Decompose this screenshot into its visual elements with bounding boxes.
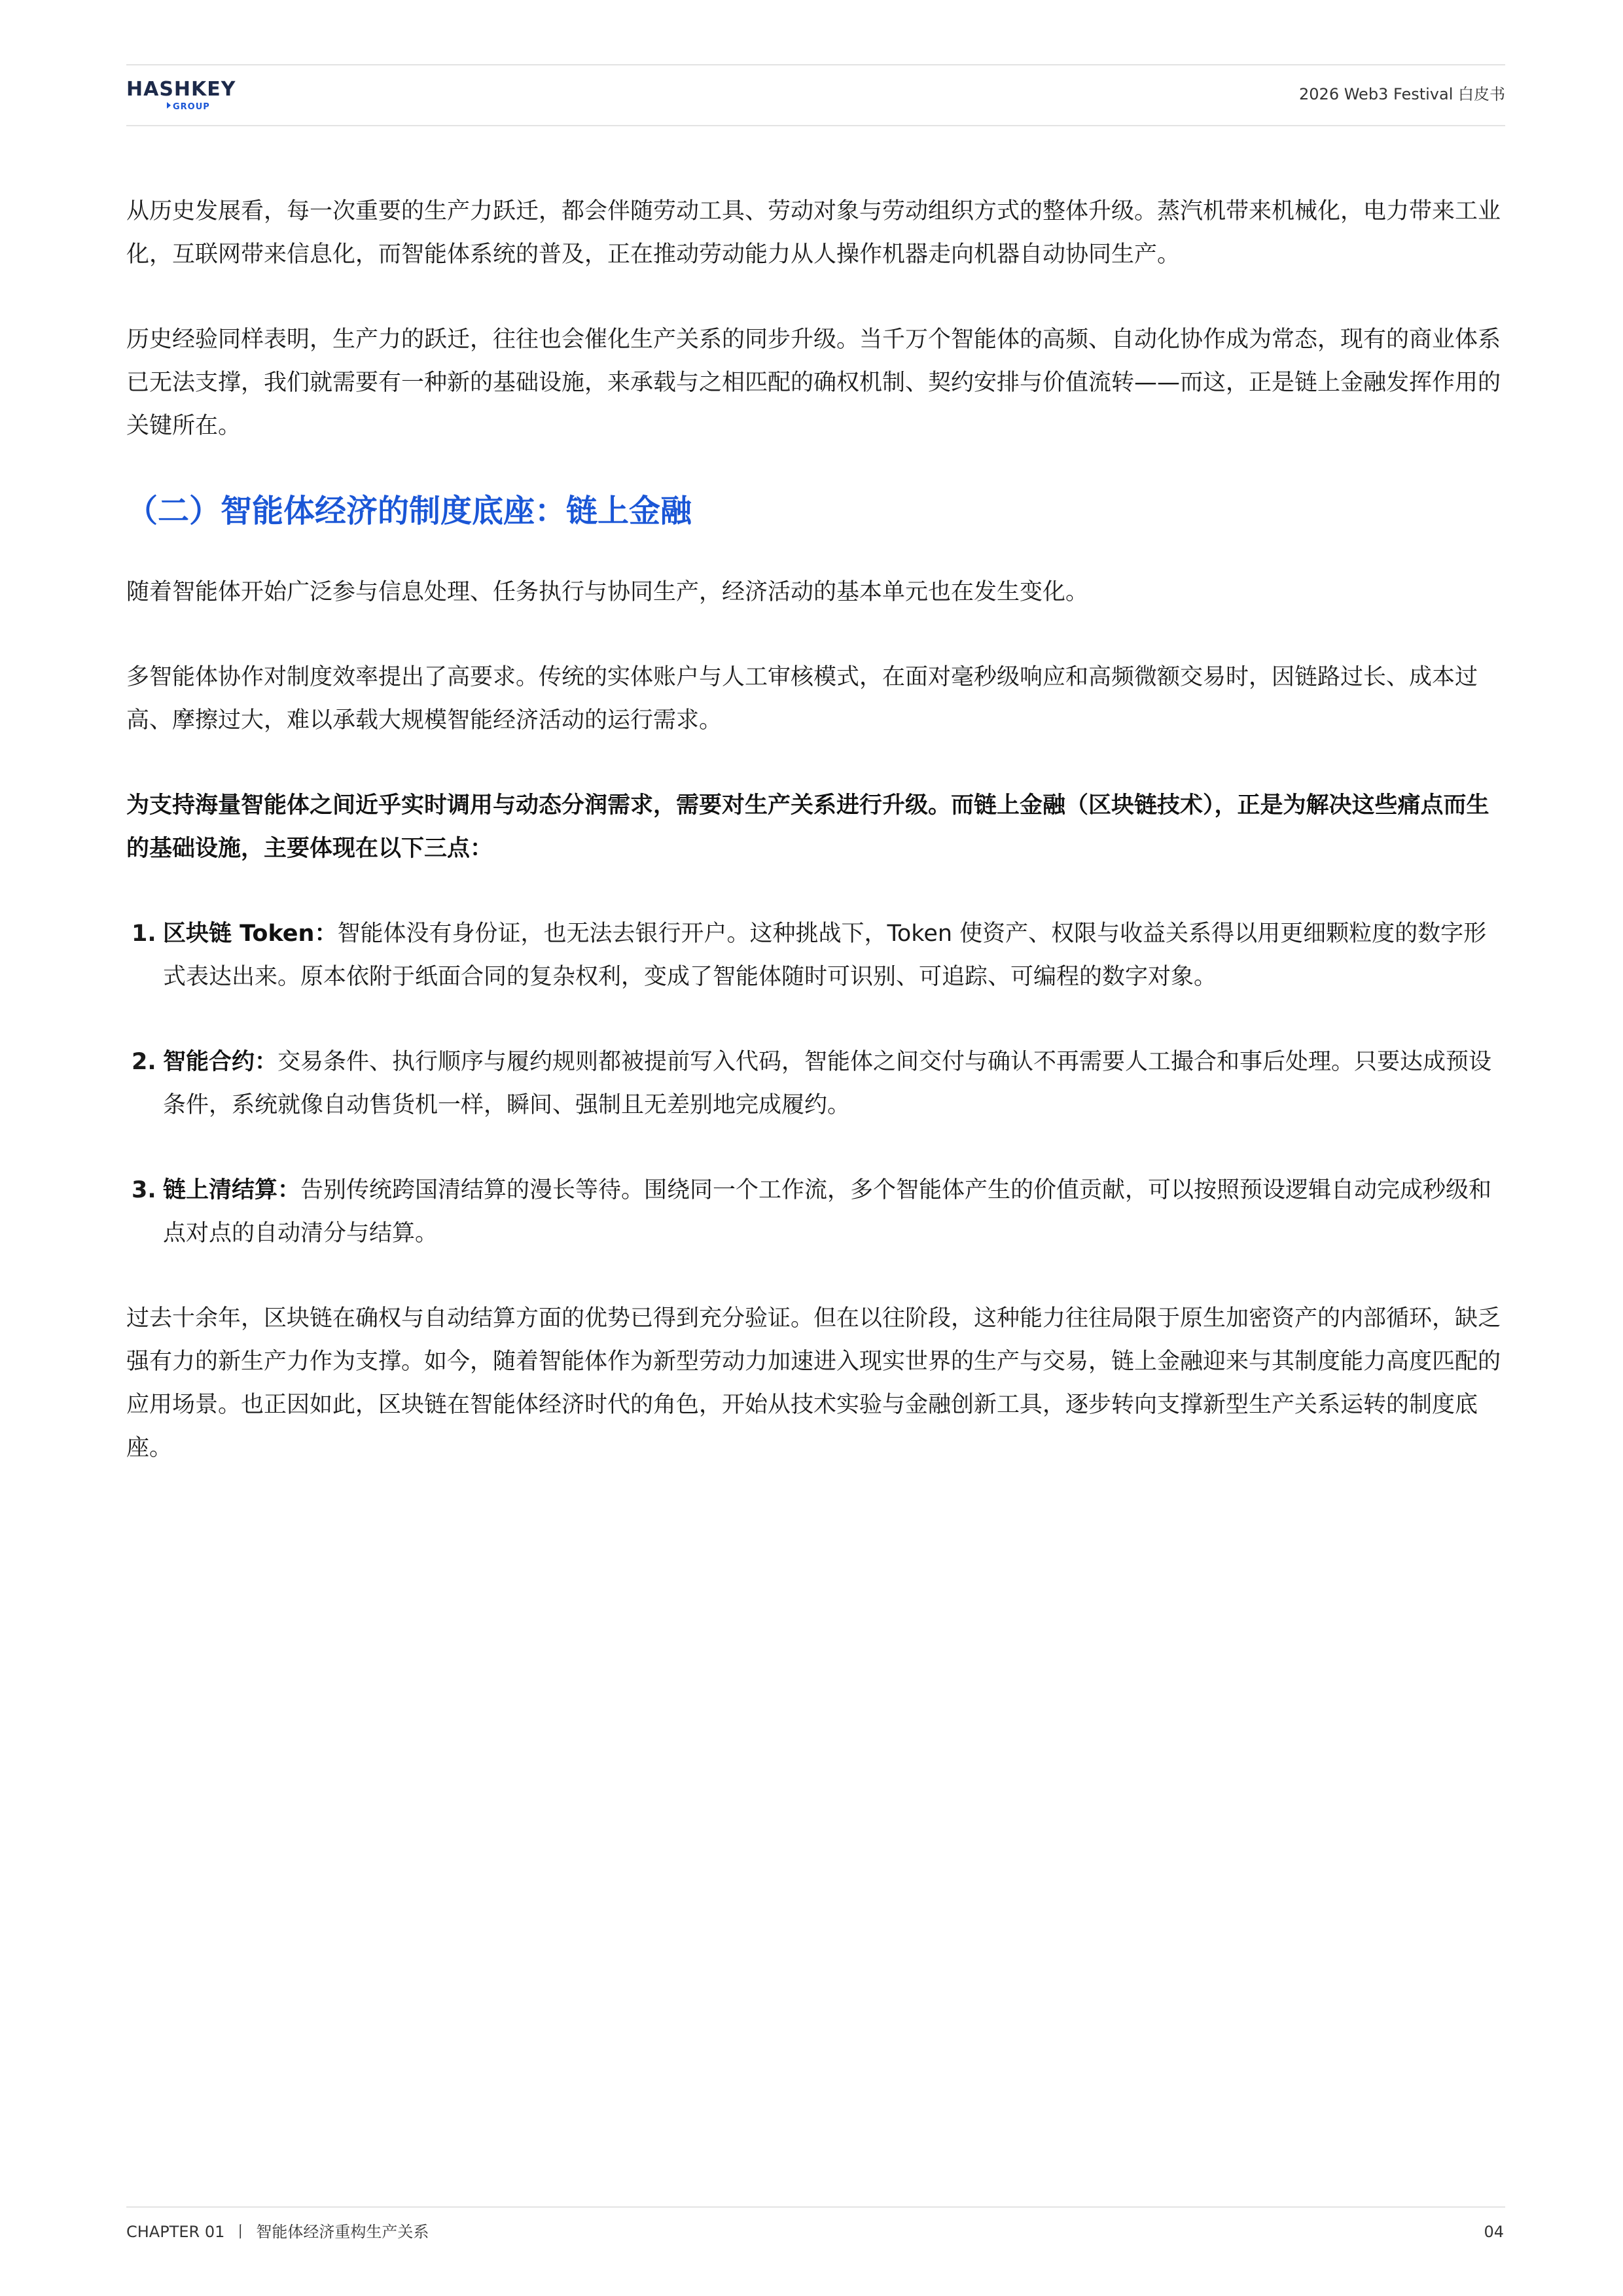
paragraph-conclusion: 过去十余年，区块链在确权与自动结算方面的优势已得到充分验证。但在以往阶段，这种能力往往局限于原生加密资产的内部循环，缺乏强有力的新生产力作为支撑。如今，随着智能体作为新型劳动力加速进入现实世界的生产与交易，链上金融迎来与其制度能力高度匹配的应用场景。也正因如此，区块链在智能体经济时代的角色，开始从技术实验与金融创新工具，逐步转向支撑新型生产关系运转的制度底座。 [126, 1305, 1501, 1461]
page-number: 04 [1484, 2223, 1504, 2241]
footer-chapter [126, 2221, 429, 2242]
chapter-label: CHAPTER 01 [126, 2223, 225, 2241]
logo-arrow-icon [167, 102, 171, 109]
list-item [126, 1169, 1501, 1255]
page-content [126, 190, 1501, 1511]
paragraph-key-statement: 为支持海量智能体之间近乎实时调用与动态分润需求，需要对生产关系进行升级。而链上金融（区块链技术），正是为解决这些痛点而生的基础设施，主要体现在以下三点： [126, 792, 1489, 862]
section-title: （二）智能体经济的制度底座：链上金融 [126, 493, 692, 529]
list-text: 智能体没有身份证，也无法去银行开户。这种挑战下，Token 使资产、权限与收益关系得以用更细颗粒度的数字形式表达出来。原本依附于纸面合同的复杂权利，变成了智能体随时可识别、可追踪、可编程的数字对象。 [163, 921, 1487, 990]
list-term: 区块链 Token： [163, 921, 338, 947]
header-bottom-rule [126, 125, 1505, 126]
header-top-rule [126, 64, 1505, 65]
paragraph-efficiency: 多智能体协作对制度效率提出了高要求。传统的实体账户与人工审核模式，在面对毫秒级响应和高频微额交易时，因链路过长、成本过高、摩擦过大，难以承载大规模智能经济活动的运行需求。 [126, 664, 1478, 733]
list-number: 3. [132, 1177, 156, 1203]
paragraph-agents-participation: 随着智能体开始广泛参与信息处理、任务执行与协同生产，经济活动的基本单元也在发生变化。 [126, 579, 1089, 605]
list-text: 交易条件、执行顺序与履约规则都被提前写入代码，智能体之间交付与确认不再需要人工撮合和事后处理。只要达成预设条件，系统就像自动售货机一样，瞬间、强制且无差别地完成履约。 [163, 1049, 1492, 1118]
logo-subtext [167, 102, 210, 113]
list-number: 1. [132, 921, 156, 947]
list-term: 链上清结算： [163, 1177, 301, 1203]
logo-sub-label: GROUP [173, 102, 210, 112]
paragraph-experience: 历史经验同样表明，生产力的跃迁，往往也会催化生产关系的同步升级。当千万个智能体的高频、自动化协作成为常态，现有的商业体系已无法支撑，我们就需要有一种新的基础设施，来承载与之相匹配的确权机制、契约安排与价值流转——而这，正是链上金融发挥作用的关键所在。 [126, 327, 1501, 439]
chapter-title: 智能体经济重构生产关系 [256, 2223, 429, 2241]
paragraph-history: 从历史发展看，每一次重要的生产力跃迁，都会伴随劳动工具、劳动对象与劳动组织方式的整体升级。蒸汽机带来机械化，电力带来工业化，互联网带来信息化，而智能体系统的普及，正在推动劳动能力从人操作机器走向机器自动协同生产。 [126, 198, 1501, 268]
list-item [126, 1040, 1501, 1127]
logo-wordmark: HASHKEY [126, 78, 236, 101]
list-text: 告别传统跨国清结算的漫长等待。围绕同一个工作流，多个智能体产生的价值贡献，可以按照预设逻辑自动完成秒级和点对点的自动清分与结算。 [163, 1177, 1492, 1246]
list-item [126, 912, 1501, 998]
hashkey-group-logo [126, 78, 236, 115]
chapter-separator: 丨 [232, 2223, 249, 2241]
footer-rule [126, 2206, 1505, 2208]
document-title: 2026 Web3 Festival 白皮书 [1299, 85, 1505, 103]
list-number: 2. [132, 1049, 156, 1075]
three-points-list [126, 912, 1501, 1255]
list-term: 智能合约： [163, 1049, 278, 1075]
